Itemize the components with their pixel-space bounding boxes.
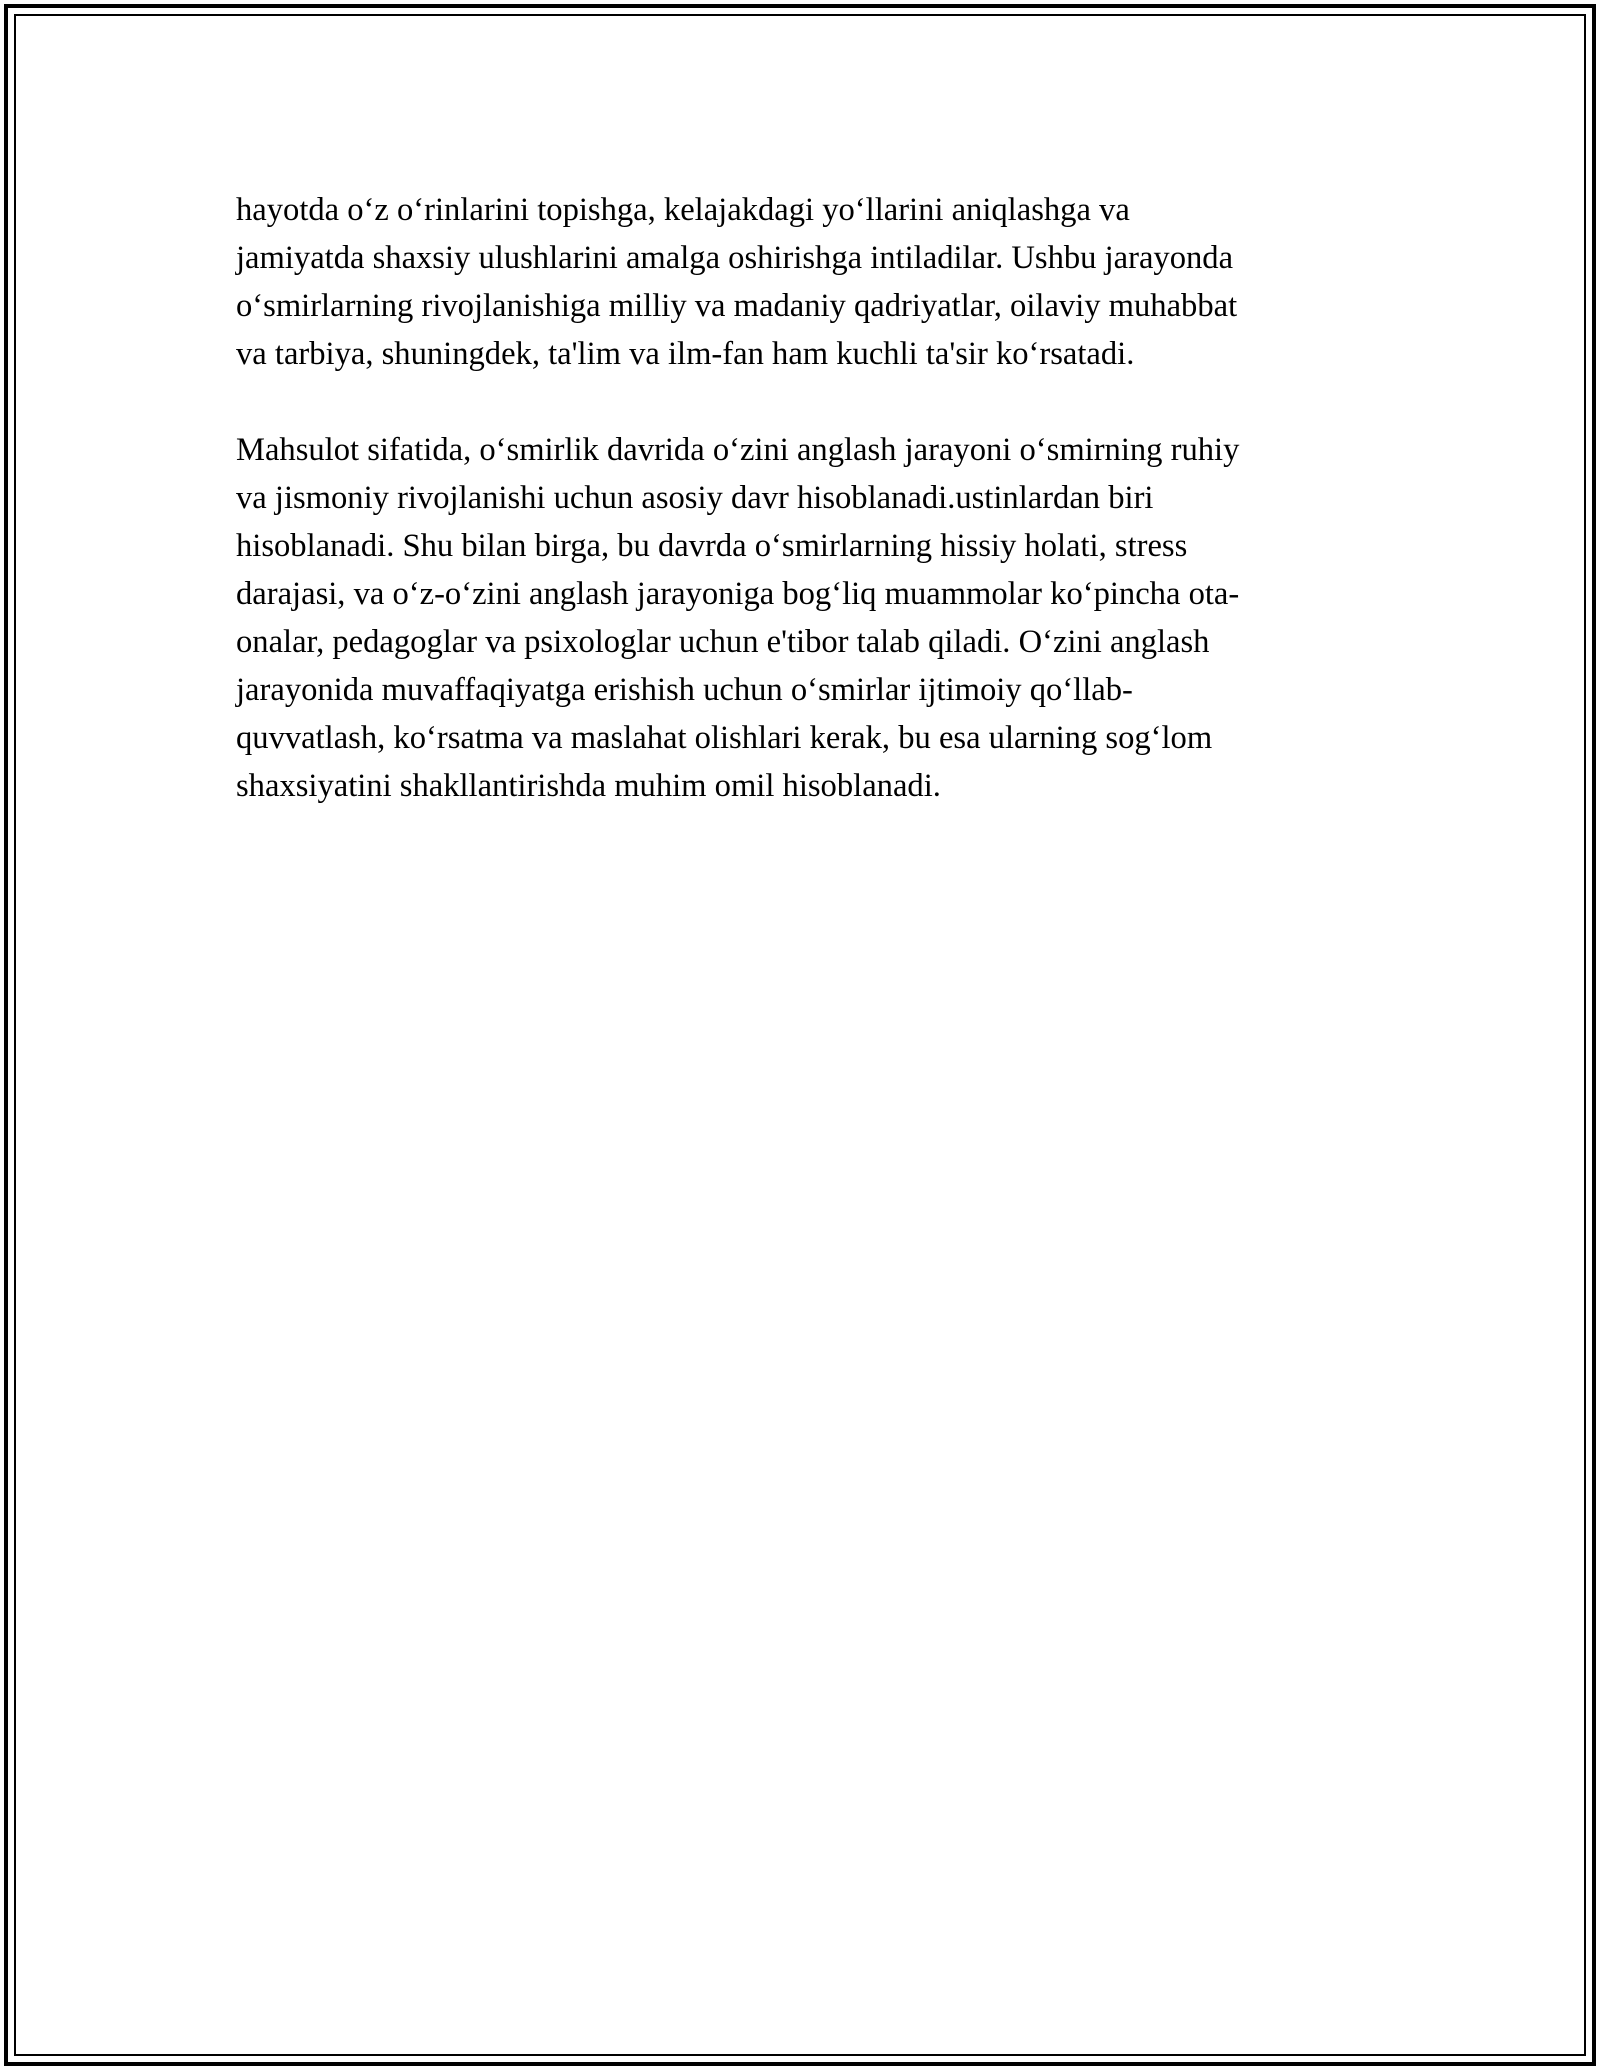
paragraph-2 [236, 426, 1366, 810]
text-line: o‘smirlarning rivojlanishiga milliy va madaniy qadriyatlar, oilaviy muhabbat [236, 288, 1238, 324]
text-line: va jismoniy rivojlanishi uchun asosiy davr hisoblanadi.ustinlardan biri [236, 480, 1154, 516]
text-line: darajasi, va o‘z-o‘zini anglash jarayoniga bog‘liq muammolar ko‘pincha ota- [236, 576, 1240, 612]
text-line: onalar, pedagoglar va psixologlar uchun e'tibor talab qiladi. O‘zini anglash [236, 624, 1210, 660]
text-line: hayotda o‘z o‘rinlarini topishga, kelajakdagi yo‘llarini aniqlashga va [236, 192, 1130, 228]
paragraph-1 [236, 186, 1366, 378]
text-line: Mahsulot sifatida, o‘smirlik davrida o‘zini anglash jarayoni o‘smirning ruhiy [236, 432, 1240, 468]
text-line: hisoblanadi. Shu bilan birga, bu davrda o‘smirlarning hissiy holati, stress [236, 528, 1188, 564]
page-content [236, 186, 1366, 810]
text-line: jarayonida muvaffaqiyatga erishish uchun o‘smirlar ijtimoiy qo‘llab- [236, 672, 1133, 708]
text-line: va tarbiya, shuningdek, ta'lim va ilm-fan ham kuchli ta'sir ko‘rsatadi. [236, 336, 1135, 372]
text-line: quvvatlash, ko‘rsatma va maslahat olishlari kerak, bu esa ularning sog‘lom [236, 720, 1213, 756]
text-line: shaxsiyatini shakllantirishda muhim omil hisoblanadi. [236, 768, 941, 804]
text-line: jamiyatda shaxsiy ulushlarini amalga oshirishga intiladilar. Ushbu jarayonda [236, 240, 1234, 276]
